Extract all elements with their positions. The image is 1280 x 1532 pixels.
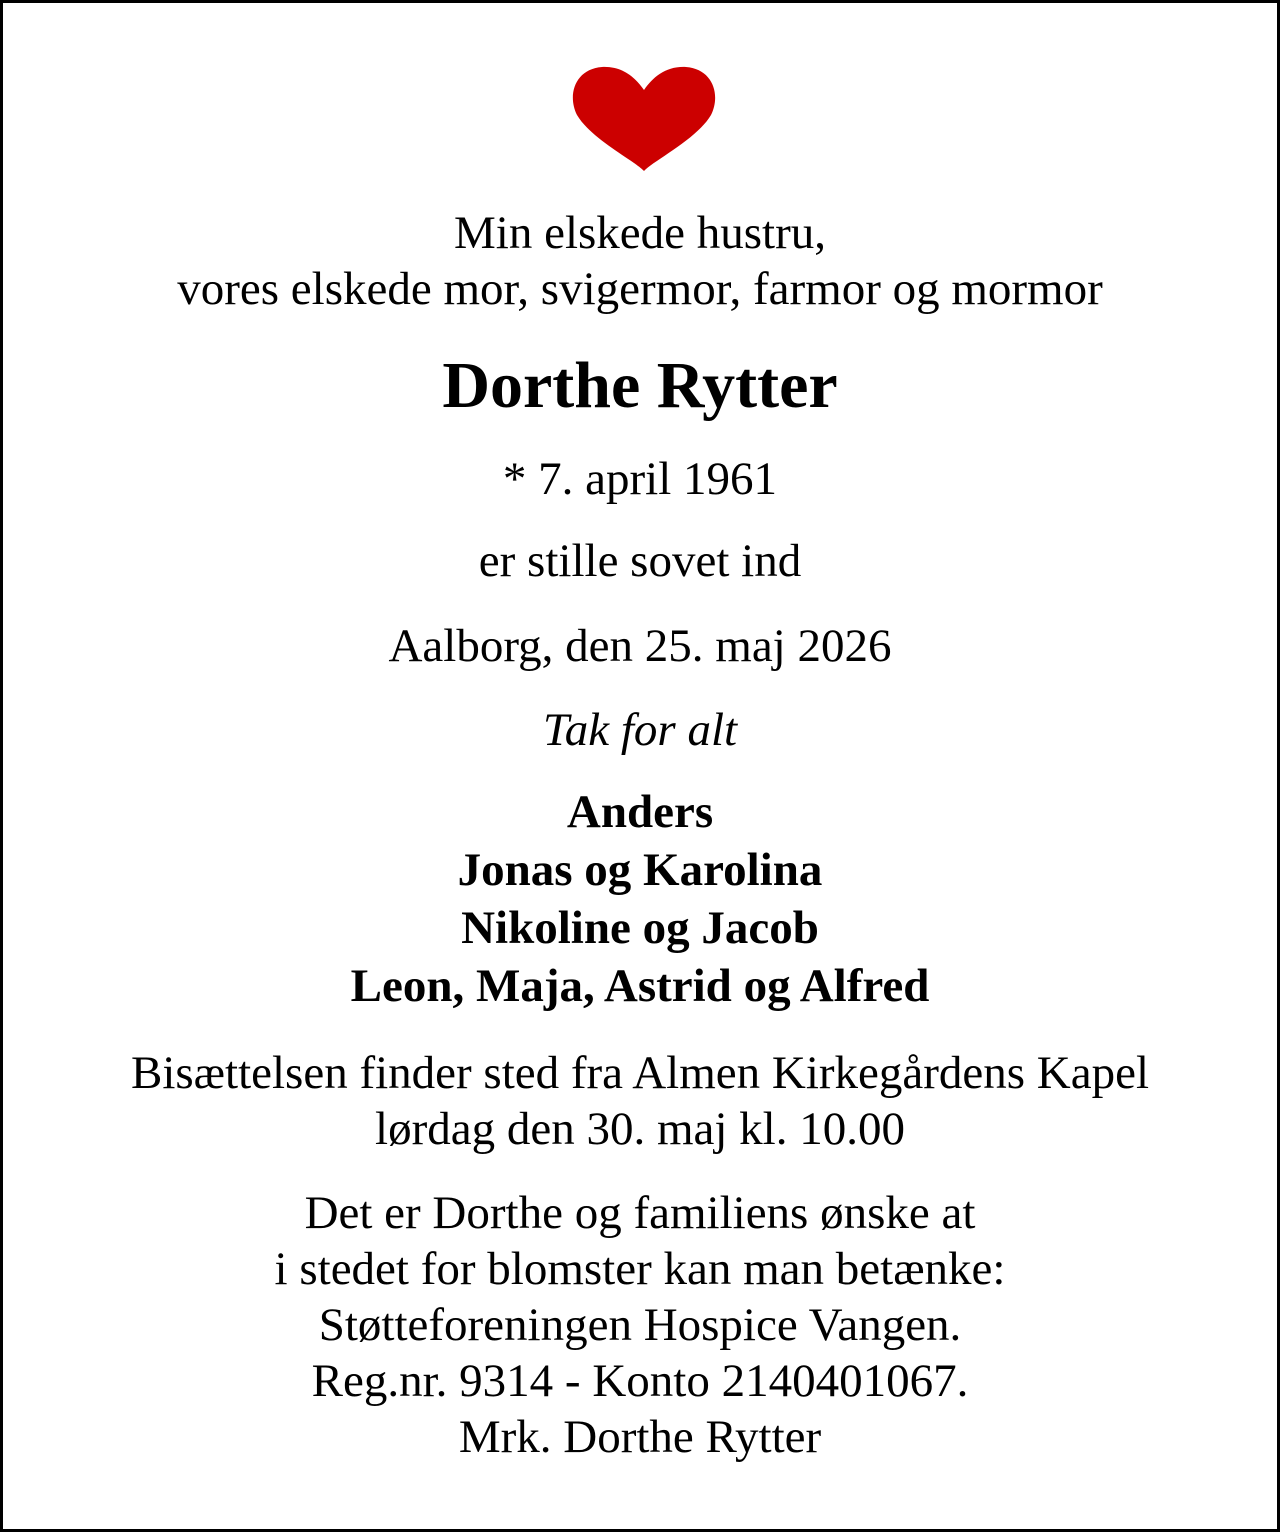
family-line-2: Jonas og Karolina — [457, 844, 823, 896]
intro-text — [3, 205, 1277, 317]
deceased-name: Dorthe Rytter — [442, 349, 838, 422]
passed-text: er stille sovet ind — [478, 535, 802, 587]
birth-date: * 7. april 1961 — [502, 453, 778, 505]
wish-line-3: Støtteforeningen Hospice Vangen. — [318, 1299, 962, 1351]
wish-line-1: Det er Dorthe og familiens ønske at — [304, 1187, 976, 1239]
funeral-line-2: lørdag den 30. maj kl. 10.00 — [375, 1103, 905, 1155]
funeral-line-1: Bisættelsen finder sted fra Almen Kirkegårdens Kapel — [130, 1047, 1150, 1099]
wish-line-5: Mrk. Dorthe Rytter — [458, 1411, 822, 1463]
family-line-1: Anders — [566, 786, 714, 838]
family-line-4: Leon, Maja, Astrid og Alfred — [350, 960, 930, 1012]
family-names — [3, 783, 1277, 1015]
thanks-text: Tak for alt — [542, 704, 738, 756]
donation-wish — [3, 1185, 1277, 1465]
wish-line-2: i stedet for blomster kan man betænke: — [274, 1243, 1006, 1295]
funeral-info — [3, 1045, 1277, 1157]
intro-line-1: Min elskede hustru, — [453, 207, 827, 259]
intro-line-2: vores elskede mor, svigermor, farmor og mormor — [177, 263, 1103, 315]
heart-shape — [573, 67, 715, 171]
family-line-3: Nikoline og Jacob — [461, 902, 819, 954]
wish-line-4: Reg.nr. 9314 - Konto 2140401067. — [311, 1355, 969, 1407]
heart-icon — [571, 63, 717, 173]
place-and-date: Aalborg, den 25. maj 2026 — [388, 620, 892, 672]
